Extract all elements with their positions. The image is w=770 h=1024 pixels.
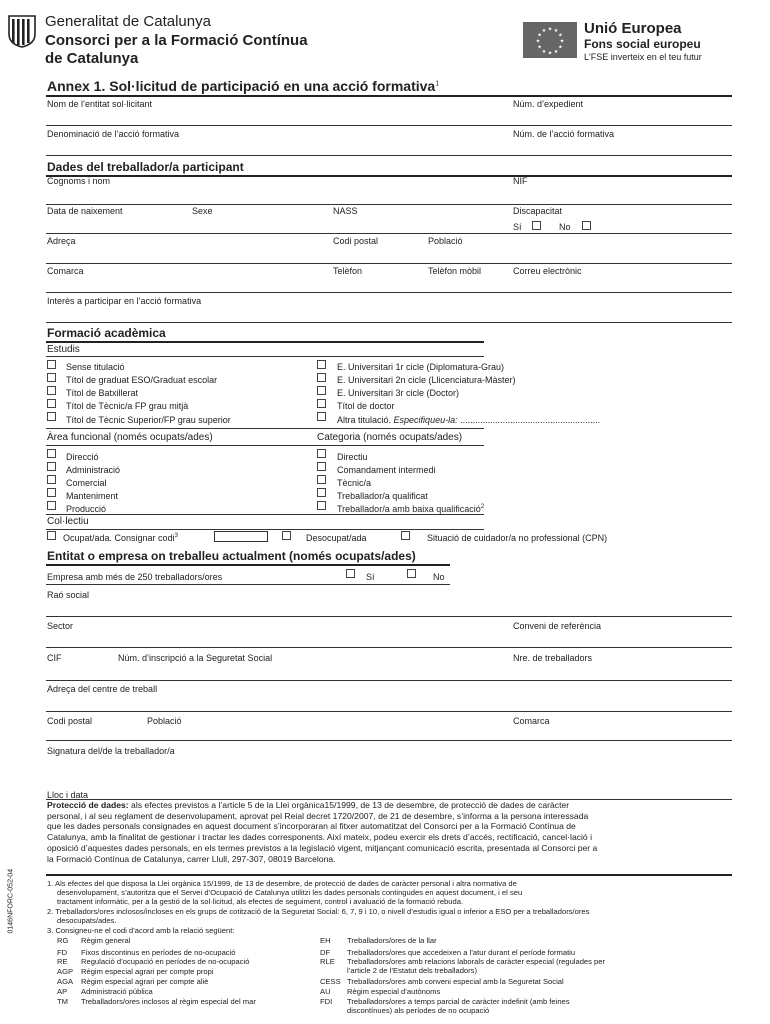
footnote-1-line: tractament informàtic, per a la gestió de la sol·licitud, als efectes de seguiment, control i avaluació de la formació rebuda. <box>57 897 464 906</box>
category-option-text: Treballador/a amb baixa qualificació <box>337 504 481 514</box>
interest-label: Interès a participar en l’acció formativa <box>47 296 202 306</box>
address-field[interactable] <box>46 263 732 264</box>
eu-star-icon: ★ <box>537 44 542 51</box>
category-option: Tècnic/a <box>337 478 372 488</box>
unemployed-option: Desocupat/ada <box>306 533 367 543</box>
caregiver-checkbox[interactable] <box>401 531 410 540</box>
disability-label: Discapacitat <box>513 206 563 216</box>
code-right <box>320 987 440 996</box>
sector-field[interactable] <box>46 647 732 648</box>
code-desc: Treballadors/ores a temps parcial de caràcter indefinit (amb feines <box>347 997 570 1006</box>
study-option: Sense titulació <box>66 362 125 372</box>
code-desc: discontínues) als períodes de no ocupació <box>347 1006 490 1015</box>
employed-checkbox[interactable] <box>47 531 56 540</box>
area-checkbox[interactable] <box>47 462 56 471</box>
entity-name-field[interactable] <box>46 125 732 126</box>
code-left <box>57 948 236 957</box>
company-town-label: Població <box>147 716 182 726</box>
code-left <box>57 987 153 996</box>
eu-star-icon: ★ <box>559 38 565 45</box>
code-desc: Administració pública <box>81 987 153 996</box>
footnote-1-line: 1. Als efectes del que disposa la Llei orgànica 15/1999, de 13 de desembre, de protecció de dades de caràcter personal i altra normativa de <box>47 879 517 888</box>
data-protection-line <box>47 800 737 811</box>
company-county-label: Comarca <box>513 716 550 726</box>
birth-row-field[interactable] <box>46 233 732 234</box>
collective-rule <box>46 529 484 530</box>
expedient-number-label: Núm. d’expedient <box>513 99 584 109</box>
worker-section-rule <box>46 175 732 177</box>
eu-star-icon: ★ <box>541 48 547 55</box>
area-option: Direcció <box>66 452 99 462</box>
category-option: Treballador/a qualificat <box>337 491 428 501</box>
eu-star-icon: ★ <box>535 38 541 45</box>
company-250-yes-checkbox[interactable] <box>346 569 355 578</box>
course-name-field[interactable] <box>46 155 732 156</box>
town-label: Població <box>428 236 463 246</box>
eu-star-icon: ★ <box>547 50 553 57</box>
code-abbrev: RE <box>57 957 68 966</box>
code-abbrev: EH <box>320 936 331 945</box>
study-checkbox[interactable] <box>47 386 56 395</box>
email-label: Correu electrònic <box>513 266 582 276</box>
org-name-line2: Consorci per a la Formació Contínua <box>45 32 308 49</box>
company-250-yes-label: Sí <box>366 572 375 582</box>
code-abbrev: DF <box>320 948 331 957</box>
code-left <box>57 967 214 976</box>
employed-option <box>63 533 178 543</box>
footnote-2-line: 2. Treballadors/ores inclosos/incloses en els grups de cotització de la Seguretat Social: 6, 7, 9 i 10, o nivell d’estudis igual o inferior a ESO per a treballadors/ores <box>47 907 590 916</box>
studies-bottom-rule <box>46 428 484 429</box>
study-checkbox[interactable] <box>317 399 326 408</box>
disability-yes-checkbox[interactable] <box>532 221 541 230</box>
studies-rule <box>46 356 484 357</box>
eu-star-icon: ★ <box>553 48 559 55</box>
eu-star-icon: ★ <box>553 28 559 35</box>
nif-label: NIF <box>513 176 528 186</box>
entity-name-label: Nom de l’entitat sol·licitant <box>47 99 153 109</box>
study-checkbox[interactable] <box>47 412 56 421</box>
form-code: 0146NFORC-052-04 <box>7 868 15 934</box>
data-protection-text <box>47 800 737 864</box>
study-checkbox[interactable] <box>47 360 56 369</box>
category-option: Directiu <box>337 452 368 462</box>
employed-label: Ocupat/ada. Consignar codi <box>63 533 175 543</box>
code-right <box>320 948 575 957</box>
data-protection-line: oposició d’aquestes dades personals, en els termes previstos a la legislació vigent, mitjançant comunicació escrita, presentada al Consorci per a <box>47 842 598 853</box>
academic-section-title: Formació acadèmica <box>47 326 166 340</box>
eu-star-icon: ★ <box>558 32 563 39</box>
address-label: Adreça <box>47 236 76 246</box>
agreement-label: Conveni de referència <box>513 621 602 631</box>
study-option: Títol de Tècnic/a FP grau mitjà <box>66 401 189 411</box>
study-checkbox[interactable] <box>317 386 326 395</box>
eu-star-icon: ★ <box>541 28 547 35</box>
eu-flag-icon <box>523 22 577 58</box>
study-checkbox[interactable] <box>317 360 326 369</box>
footnote-1-line: desenvolupament, s’autoritza que el Servei d’Ocupació de Catalunya utilitzi les dades personals contingudes en aquest document, i el seu <box>57 888 523 897</box>
code-desc: Treballadors/ores de la llar <box>347 936 437 945</box>
code-abbrev: CESS <box>320 977 341 986</box>
company-section-rule <box>46 564 450 566</box>
surname-name-field[interactable] <box>46 204 732 205</box>
data-protection-heading: Protecció de dades: <box>47 800 129 810</box>
employed-footnote: 3 <box>174 533 178 539</box>
code-abbrev: FDI <box>320 997 333 1006</box>
caregiver-option: Situació de cuidador/a no professional (CPN) <box>427 533 608 543</box>
code-right <box>320 1006 489 1015</box>
company-250-no-checkbox[interactable] <box>407 569 416 578</box>
area-checkbox[interactable] <box>47 475 56 484</box>
disability-yes-label: Sí <box>513 222 522 232</box>
employed-code-field[interactable] <box>214 531 268 542</box>
category-bottom-rule <box>46 514 484 515</box>
study-checkbox[interactable] <box>47 373 56 382</box>
eu-star-icon: ★ <box>558 44 563 51</box>
code-desc: Règim especial d’autònoms <box>347 987 441 996</box>
eu-star-icon: ★ <box>537 32 542 39</box>
contact-field[interactable] <box>46 292 732 293</box>
code-right <box>320 966 477 975</box>
code-desc: Règim especial agrari per compte propi <box>81 967 214 976</box>
area-checkbox[interactable] <box>47 501 56 510</box>
study-option: E. Universitari 1r cicle (Diplomatura-Grau) <box>337 362 505 372</box>
code-right <box>320 977 564 986</box>
org-name-line1: Generalitat de Catalunya <box>45 13 211 30</box>
disability-no-label: No <box>559 222 571 232</box>
data-protection-line-text: als efectes previstos a l’article 5 de la Llei orgànica15/1999, de 13 de desembre, de protecció de dades de caràcter <box>128 800 570 810</box>
code-desc: Treballadors/ores inclosos al règim especial del mar <box>81 997 256 1006</box>
category-checkbox[interactable] <box>317 462 326 471</box>
notes-rule <box>46 874 732 876</box>
code-left <box>57 977 208 986</box>
other-degree-label: Altra titulació. <box>337 415 392 425</box>
area-option: Producció <box>66 504 107 514</box>
county-label: Comarca <box>47 266 84 276</box>
unemployed-checkbox[interactable] <box>282 531 291 540</box>
company-250-no-label: No <box>433 572 445 582</box>
postal-code-label: Codi postal <box>333 236 379 246</box>
phone-label: Telèfon <box>333 266 363 276</box>
code-abbrev: AU <box>320 987 331 996</box>
nass-label: NASS <box>333 206 358 216</box>
cif-label: CIF <box>47 653 62 663</box>
birth-date-label: Data de naixement <box>47 206 123 216</box>
studies-label: Estudis <box>47 344 80 355</box>
data-protection-line: la Formació Contínua de Catalunya, carrer Llull, 297-307, 08019 Barcelona. <box>47 853 336 864</box>
disability-no-checkbox[interactable] <box>582 221 591 230</box>
area-checkbox[interactable] <box>47 488 56 497</box>
place-date-label: Lloc i data <box>47 790 89 800</box>
other-degree-option <box>337 415 600 425</box>
sex-label: Sexe <box>192 206 213 216</box>
data-protection-line: personal, i al seu reglament de desenvolupament, aprovat pel Reial decret 1720/2007, de 21 de desembre, s’informa a la persona interessada <box>47 810 589 821</box>
data-protection-line: Catalunya, amb la finalitat de gestionar i tractar les dades corresponents. Així mateix, podeu exercir els drets d’accés, rectificació, cancel·lació i <box>47 832 593 843</box>
code-abbrev: TM <box>57 997 68 1006</box>
category-checkbox[interactable] <box>317 501 326 510</box>
code-desc: l’article 2 de l’Estatut dels treballadors) <box>347 966 477 975</box>
signature-label: Signatura del/de la treballador/a <box>47 746 175 756</box>
worker-count-label: Nre. de treballadors <box>513 653 593 663</box>
form-title-footnote: 1 <box>435 80 440 88</box>
title-rule <box>46 95 732 97</box>
code-desc: Règim especial agrari per compte aliè <box>81 977 209 986</box>
interest-field[interactable] <box>46 322 732 323</box>
company-250-label: Empresa amb més de 250 treballadors/ores <box>47 572 223 582</box>
area-checkbox[interactable] <box>47 449 56 458</box>
area-option: Administració <box>66 465 121 475</box>
code-abbrev: RG <box>57 936 69 945</box>
company-name-field[interactable] <box>46 616 732 617</box>
company-postal-code-label: Codi postal <box>47 716 93 726</box>
code-right <box>320 997 570 1006</box>
social-security-number-label: Núm. d’inscripció a la Seguretat Social <box>118 653 273 663</box>
other-degree-specify: Especifiqueu-la: <box>393 415 458 425</box>
code-abbrev: AGA <box>57 977 74 986</box>
area-option: Manteniment <box>66 491 119 501</box>
study-option: Títol de graduat ESO/Graduat escolar <box>66 375 218 385</box>
area-rule <box>46 445 484 446</box>
code-desc: Fixos discontinus en períodes de no-ocupació <box>81 948 236 957</box>
surname-name-label: Cognoms i nom <box>47 176 111 186</box>
code-right <box>320 936 437 945</box>
company-name-label: Raó social <box>47 590 90 600</box>
company-location-field[interactable] <box>46 740 732 741</box>
collective-title: Col·lectiu <box>47 516 89 527</box>
academic-section-rule <box>46 341 484 343</box>
sector-label: Sector <box>47 621 74 631</box>
data-protection-line: que les dades personals consignades en aquest document s’incorporaran al fitxer automatitzat del Consorci per a la Formació Contínua de <box>47 821 576 832</box>
code-desc: Regulació d’ocupació en períodes de no-ocupació <box>81 957 250 966</box>
code-abbrev: AGP <box>57 967 74 976</box>
area-option: Comercial <box>66 478 107 488</box>
workplace-address-label: Adreça del centre de treball <box>47 684 158 694</box>
category-option: Comandament intermedi <box>337 465 436 475</box>
eu-star-icon: ★ <box>547 26 553 33</box>
category-checkbox[interactable] <box>317 449 326 458</box>
code-desc: Treballadors/ores amb conveni especial amb la Seguretat Social <box>347 977 564 986</box>
other-degree-field[interactable]: ........................................................ <box>460 415 601 425</box>
code-abbrev: RLE <box>320 957 335 966</box>
area-title: Àrea funcional (només ocupats/ades) <box>47 432 213 443</box>
code-abbrev: AP <box>57 987 68 996</box>
category-checkbox[interactable] <box>317 475 326 484</box>
study-checkbox[interactable] <box>317 373 326 382</box>
study-checkbox[interactable] <box>317 412 326 421</box>
course-name-label: Denominació de l’acció formativa <box>47 129 180 139</box>
study-option: Títol de Batxillerat <box>66 388 139 398</box>
study-checkbox[interactable] <box>47 399 56 408</box>
code-right <box>320 957 605 966</box>
form-title <box>47 78 439 94</box>
study-option: Títol de Tècnic Superior/FP grau superior <box>66 415 231 425</box>
code-left <box>57 957 249 966</box>
study-option: E. Universitari 3r cicle (Doctor) <box>337 388 460 398</box>
code-abbrev: FD <box>57 948 68 957</box>
category-title: Categoria (només ocupats/ades) <box>317 432 463 443</box>
code-desc: Règim general <box>81 936 131 945</box>
footnote-2-line: desocupats/ades. <box>57 916 117 925</box>
form-title-text: Annex 1. Sol·licitud de participació en una acció formativa <box>47 78 436 94</box>
worker-section-title: Dades del treballador/a participant <box>47 160 244 174</box>
code-desc: Treballadors/ores amb relacions laborals de caràcter especial (regulades per <box>347 957 606 966</box>
eu-title: Unió Europea <box>584 20 682 37</box>
code-left <box>57 997 256 1006</box>
category-footnote: 2 <box>480 504 485 510</box>
company-250-rule <box>46 584 450 585</box>
study-option: E. Universitari 2n cicle (Llicenciatura-Màster) <box>337 375 516 385</box>
category-checkbox[interactable] <box>317 488 326 497</box>
org-name-line3: de Catalunya <box>45 50 139 67</box>
workplace-address-field[interactable] <box>46 711 732 712</box>
code-desc: Treballadors/ores que accedeixen a l’atur durant el període formatiu <box>347 948 576 957</box>
cif-field[interactable] <box>46 680 732 681</box>
course-number-label: Núm. de l’acció formativa <box>513 129 615 139</box>
footnote-3-line: 3. Consigneu-ne el codi d’acord amb la relació següent: <box>47 926 235 935</box>
category-option <box>337 504 484 514</box>
mobile-label: Telèfon mòbil <box>428 266 482 276</box>
generalitat-logo-icon <box>7 14 37 48</box>
study-option: Títol de doctor <box>337 401 395 411</box>
company-section-title: Entitat o empresa on treballeu actualment (només ocupats/ades) <box>47 549 416 563</box>
eu-subtitle: Fons social europeu <box>584 37 701 51</box>
code-left <box>57 936 130 945</box>
eu-tagline: L'FSE inverteix en el teu futur <box>584 52 702 62</box>
